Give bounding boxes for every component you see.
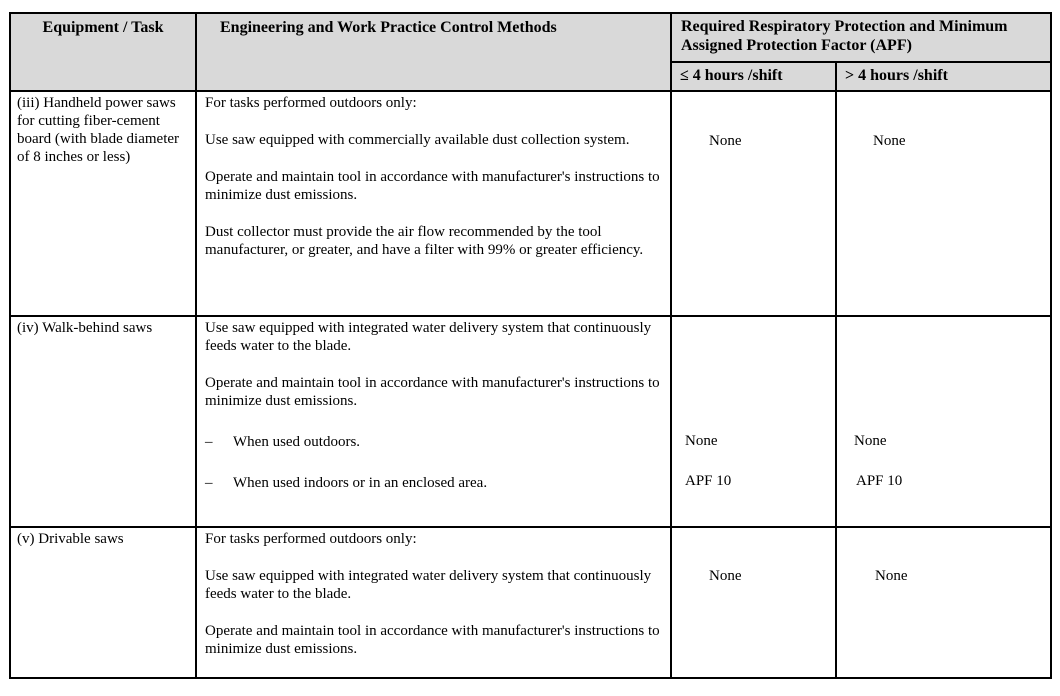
control-paragraph: Operate and maintain tool in accordance with manufacturer's instructions to minimize dust emissions. [205,169,660,203]
control-paragraph: Operate and maintain tool in accordance with manufacturer's instructions to minimize dust emissions. [205,375,660,409]
equipment-cell: (v) Drivable saws [10,527,196,678]
table-row [10,316,1051,527]
controls-cell [196,91,671,316]
protection-value: APF 10 [856,473,903,489]
le4-cell [671,527,836,678]
le4-cell [671,316,836,527]
sub-condition-text: When used indoors or in an enclosed area. [233,475,488,491]
header-equipment-task: Equipment / Task [10,13,196,91]
dash-mark: – [205,475,213,491]
protection-value: None [709,133,742,149]
silica-control-table-page [9,12,1050,687]
controls-cell [196,316,671,527]
protection-value: None [685,433,718,449]
control-paragraph: For tasks performed outdoors only: [205,95,417,111]
control-methods-table [9,12,1052,679]
sub-condition-text: When used outdoors. [233,434,361,450]
sub-condition [205,433,662,451]
protection-value: None [873,133,906,149]
header-row [10,13,1051,62]
header-engineering-controls: Engineering and Work Practice Control Methods [196,13,671,91]
protection-value: None [709,568,742,584]
table-row [10,527,1051,678]
gt4-cell [836,527,1051,678]
protection-value: None [854,433,887,449]
control-paragraph: Use saw equipped with integrated water delivery system that continuously feeds water to the blade. [205,568,652,602]
sub-condition [205,474,662,492]
protection-value: None [875,568,908,584]
equipment-cell: (iv) Walk-behind saws [10,316,196,527]
dash-mark: – [205,434,213,450]
gt4-cell [836,91,1051,316]
equipment-cell: (iii) Handheld power saws for cutting fiber-cement board (with blade diameter of 8 inches or less) [10,91,196,316]
protection-value: APF 10 [685,473,732,489]
control-paragraph: Dust collector must provide the air flow recommended by the tool manufacturer, or greater, and have a filter with 99% or greater efficiency. [205,224,644,258]
control-paragraph: Operate and maintain tool in accordance with manufacturer's instructions to minimize dust emissions. [205,623,660,657]
controls-cell [196,527,671,678]
control-paragraph: For tasks performed outdoors only: [205,531,417,547]
header-required-protection: Required Respiratory Protection and Minimum Assigned Protection Factor (APF) [671,13,1051,62]
header-gt4-hours: > 4 hours /shift [836,62,1051,91]
control-paragraph: Use saw equipped with commercially available dust collection system. [205,132,630,148]
table-row [10,91,1051,316]
gt4-cell [836,316,1051,527]
le4-cell [671,91,836,316]
control-paragraph: Use saw equipped with integrated water delivery system that continuously feeds water to the blade. [205,320,652,354]
header-le4-hours: ≤ 4 hours /shift [671,62,836,91]
